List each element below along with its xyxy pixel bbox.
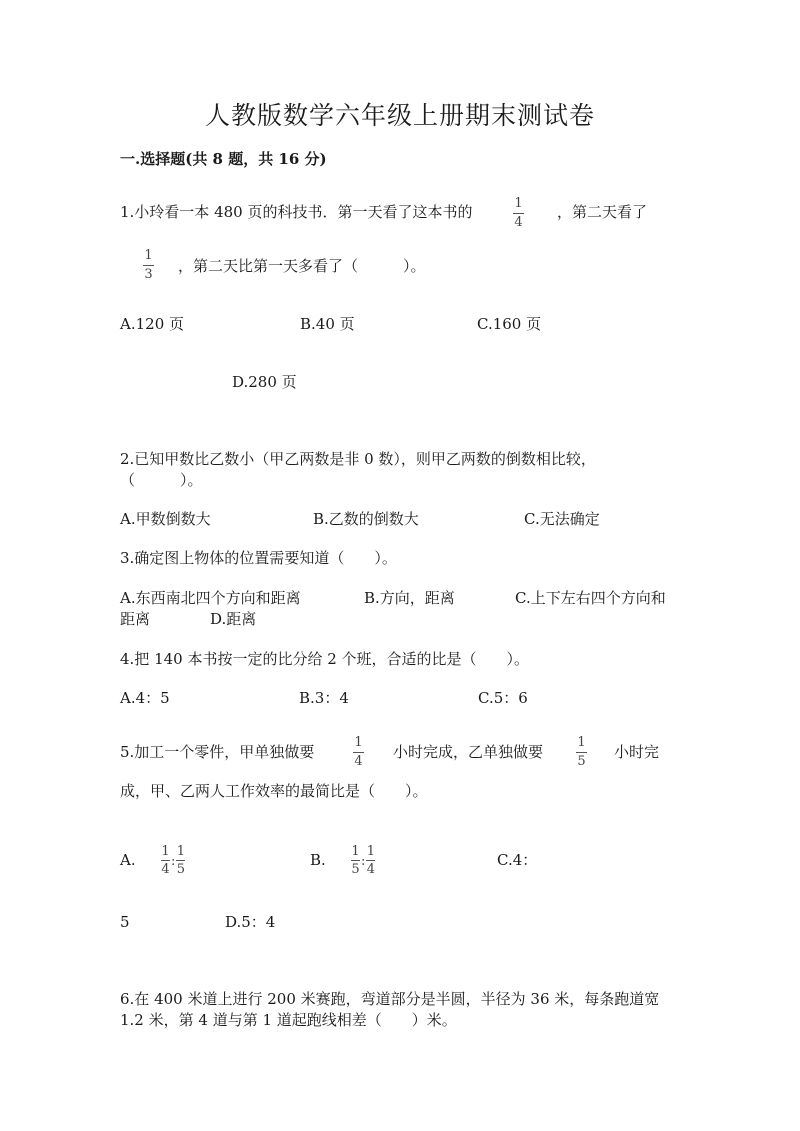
q1-text-line2: ，第二天比第一天多看了（ ）。 [178,257,426,275]
q6-text-line1: 6.在 400 米道上进行 200 米赛跑，弯道部分是半圆，半径为 36 米，每条跑道宽 [120,990,660,1008]
ratio-fraction-2 [366,845,375,876]
q4-option-a[interactable]: A.4：5 [120,689,170,707]
q2-option-b[interactable]: B.乙数的倒数大 [313,510,419,528]
denominator: 4 [514,215,523,230]
fraction-bar [143,265,154,266]
denominator: 5 [351,862,360,877]
q3-option-d[interactable]: D.距离 [210,610,257,628]
q6-text-line2: 1.2 米，第 4 道与第 1 道起跑线相差（ ）米。 [120,1011,457,1029]
q5-option-c[interactable]: C.4： [497,851,538,869]
ratio-fraction-1 [351,845,360,876]
q5-option-c-continued: 5 [120,913,130,931]
q3-option-c-continued: 距离 [120,610,151,628]
q2-option-c[interactable]: C.无法确定 [524,510,600,528]
q3-option-c[interactable]: C.上下左右四个方向和 [515,589,666,607]
denominator: 4 [366,862,376,877]
denominator: 4 [161,862,170,877]
fraction-bar [366,860,375,861]
numerator: 1 [351,844,360,859]
numerator: 1 [577,735,586,750]
numerator: 1 [366,844,376,859]
ratio-fraction-1 [161,845,170,876]
q1-fraction-1 [513,197,524,230]
q4-option-b[interactable]: B.3：4 [299,689,349,707]
numerator: 1 [514,196,523,211]
numerator: 1 [354,735,363,750]
denominator: 5 [577,754,586,769]
numerator: 1 [176,844,186,859]
q5-fraction-1 [353,736,364,769]
q2-text-line1: 2.已知甲数比乙数小（甲乙两数是非 0 数），则甲乙两数的倒数相比较， [120,450,596,468]
denominator: 3 [144,267,153,282]
q4-option-c[interactable]: C.5：6 [478,689,528,707]
denominator: 5 [176,862,186,877]
q1-option-d[interactable]: D.280 页 [232,373,297,391]
q4-text: 4.把 140 本书按一定的比分给 2 个班，合适的比是（ ）。 [120,650,530,668]
page-title: 人教版数学六年级上册期末测试卷 [204,101,595,130]
q3-text: 3.确定图上物体的位置需要知道（ ）。 [120,549,397,567]
numerator: 1 [161,844,170,859]
section-heading: 一.选择题(共 8 题，共 16 分) [120,150,327,168]
ratio-fraction-2 [176,845,185,876]
q1-text-a: 1.小玲看一本 480 页的科技书．第一天看了这本书的 [120,203,473,221]
q5-text-line2: 成，甲、乙两人工作效率的最简比是（ ）。 [120,782,428,800]
denominator: 4 [354,754,363,769]
q1-option-a[interactable]: A.120 页 [120,315,184,333]
q5-fraction-2 [576,736,587,769]
q5-option-b-ratio [351,845,375,876]
q5-option-a-label[interactable]: A. [120,851,136,869]
fraction-bar [576,752,587,753]
q1-option-c[interactable]: C.160 页 [477,315,542,333]
q1-option-b[interactable]: B.40 页 [300,315,355,333]
q2-text-line2: （ ）。 [120,471,203,489]
fraction-bar [176,860,185,861]
q1-fraction-2 [143,249,154,282]
numerator: 1 [144,248,153,263]
q5-option-b-label[interactable]: B. [310,851,326,869]
ratio-colon: : [171,854,176,869]
fraction-bar [353,752,364,753]
q5-option-d[interactable]: D.5：4 [225,913,276,931]
q5-text-a: 5.加工一个零件，甲单独做要 [120,743,315,761]
fraction-bar [161,860,170,861]
q3-option-b[interactable]: B.方向，距离 [364,589,455,607]
q3-option-a[interactable]: A.东西南北四个方向和距离 [120,589,301,607]
q5-option-a-ratio [161,845,185,876]
q1-text-b: ，第二天看了 [557,203,648,221]
fraction-bar [513,213,524,214]
q5-text-b: 小时完成，乙单独做要 [393,743,544,761]
fraction-bar [351,860,360,861]
q2-option-a[interactable]: A.甲数倒数大 [120,510,211,528]
ratio-colon: : [361,854,366,869]
q5-text-c: 小时完 [614,743,660,761]
